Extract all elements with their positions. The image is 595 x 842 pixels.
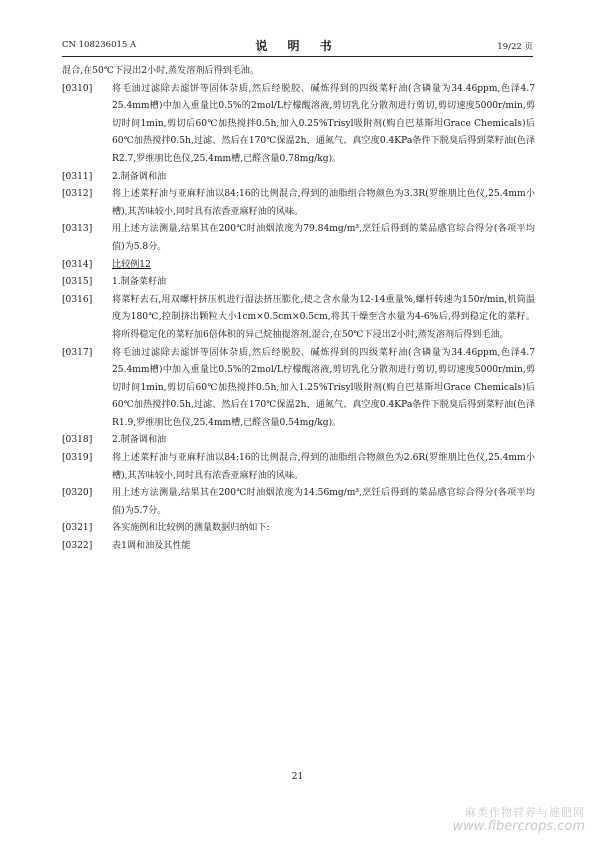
paragraph-text: 2.制备调和油 — [112, 171, 167, 182]
document-title: 说 明 书 — [255, 39, 340, 53]
paragraph-number: [0312] — [62, 189, 93, 200]
page-of-total: 19/22 页 — [497, 42, 533, 52]
paragraph-number: [0321] — [62, 523, 93, 534]
paragraph-text: 将毛油过滤除去滤饼等固体杂质,然后经脱胶、碱炼得到的四级菜籽油(含磷量为34.46ppm,色泽4.7 25.4mm槽)中加入重量比0.5%的2mol/L柠檬酸溶液,剪切乳化分散剂进行剪切,剪切速度5000r/min,剪切时间1min,剪切后60℃加热搅拌0.5h,加入1.25%Trisyl吸附剂(购自巴基斯坦Grace Chemicals)后60℃加热搅拌0.5h,过滤、然后在170℃保温2h、通氮气、真空度0.4KPa条件下脱臭后得到菜籽油(色泽R1.9,罗维朋比色仪,25.4mm槽,已醛含量0.54mg/kg)。 — [112, 347, 535, 428]
paragraph — [62, 520, 535, 538]
site-watermark — [452, 806, 585, 834]
watermark-chinese: 麻类作物营养与施肥网 — [465, 806, 585, 819]
paragraph-number: [0319] — [62, 453, 93, 464]
paragraph — [62, 221, 535, 256]
paragraph — [62, 432, 535, 450]
paragraph — [62, 485, 535, 520]
paragraph-number: [0311] — [62, 171, 93, 182]
paragraph-number: [0322] — [62, 541, 93, 552]
paragraph-number: [0318] — [62, 435, 93, 446]
paragraph — [62, 169, 535, 187]
paragraph-number: [0315] — [62, 277, 93, 288]
paragraph-text: 2.制备调和油 — [112, 435, 167, 446]
page-number: 21 — [291, 772, 304, 782]
paragraph-number: [0310] — [62, 83, 93, 94]
paragraph-text: 将毛油过滤除去滤饼等固体杂质,然后经脱胶、碱炼得到的四级菜籽油(含磷量为34.46ppm,色泽4.7 25.4mm槽)中加入重量比0.5%的2mol/L柠檬酸溶液,剪切乳化分散剂进行剪切,剪切速度5000r/min,剪切时间1min,剪切后60℃加热搅拌0.5h,加入0.25%Trisyl吸附剂(购自巴基斯坦Grace Chemicals)后60℃加热搅拌0.5h,过滤、然后在170℃保温2h、通氮气、真空度0.4KPa条件下脱臭后得到菜籽油(色泽R2.7,罗维朋比色仪,25.4mm槽,已醛含量0.78mg/kg)。 — [112, 83, 535, 164]
paragraph-number: [0316] — [62, 294, 93, 305]
description-body — [62, 63, 535, 556]
paragraph — [62, 538, 535, 556]
paragraph — [62, 186, 535, 221]
paragraph-text: 将菜籽去石,用双螺杆挤压机进行湿法挤压膨化,使之含水量为12-14重量%,螺杆转速为150r/min,机筒温度为180℃,控制挤出颗粒大小1cm×0.5cm×0.5cm,将其干燥至含水量为4-6%后,得到稳定化的菜籽。将所得稳定化的菜籽加6倍体积的异己烷抽提溶剂,混合,在50℃下浸出2小时,蒸发溶剂后得到毛油。 — [112, 294, 535, 340]
paragraph-text: 表1调和油及其性能 — [112, 541, 191, 552]
paragraph — [62, 257, 535, 275]
paragraph — [62, 274, 535, 292]
paragraph — [62, 450, 535, 485]
section-heading: 比较例12 — [112, 259, 151, 270]
page-header — [62, 38, 533, 57]
paragraph-list — [62, 81, 535, 556]
paragraph — [62, 345, 535, 433]
paragraph-number: [0314] — [62, 259, 93, 270]
paragraph-number: [0313] — [62, 224, 93, 235]
paragraph-text: 用上述方法测量,结果其在200℃时油烟浓度为14.56mg/m³,烹饪后得到的菜品感官综合得分(各项平均值)为5.7分。 — [112, 488, 535, 516]
paragraph-text: 1.制备菜籽油 — [112, 277, 167, 288]
paragraph-text: 各实施例和比较例的测量数据归纳如下: — [112, 523, 270, 534]
paragraph — [62, 292, 535, 345]
paragraph-text: 将上述菜籽油与亚麻籽油以84:16的比例混合,得到的油脂组合物颜色为3.3R(罗维朋比色仪,25.4mm小槽),其苦味较小,同时具有浓香亚麻籽油的风味。 — [112, 189, 535, 217]
watermark-url: www.fibercrops.com — [452, 819, 585, 834]
paragraph — [62, 81, 535, 169]
paragraph-number: [0320] — [62, 488, 93, 499]
paragraph-text: 将上述菜籽油与亚麻籽油以84:16的比例混合,得到的油脂组合物颜色为2.6R(罗维朋比色仪,25.4mm小槽),其苦味较小,同时具有浓香亚麻籽油的风味。 — [112, 453, 535, 481]
paragraph-text: 用上述方法测量,结果其在200℃时油烟浓度为79.84mg/m³,烹饪后得到的菜品感官综合得分(各项平均值)为5.8分。 — [112, 224, 535, 252]
paragraph-number: [0317] — [62, 347, 93, 358]
patent-number: CN 108236015 A — [62, 40, 137, 50]
continued-text: 混合,在50℃下浸出2小时,蒸发溶剂后得到毛油。 — [62, 66, 259, 76]
